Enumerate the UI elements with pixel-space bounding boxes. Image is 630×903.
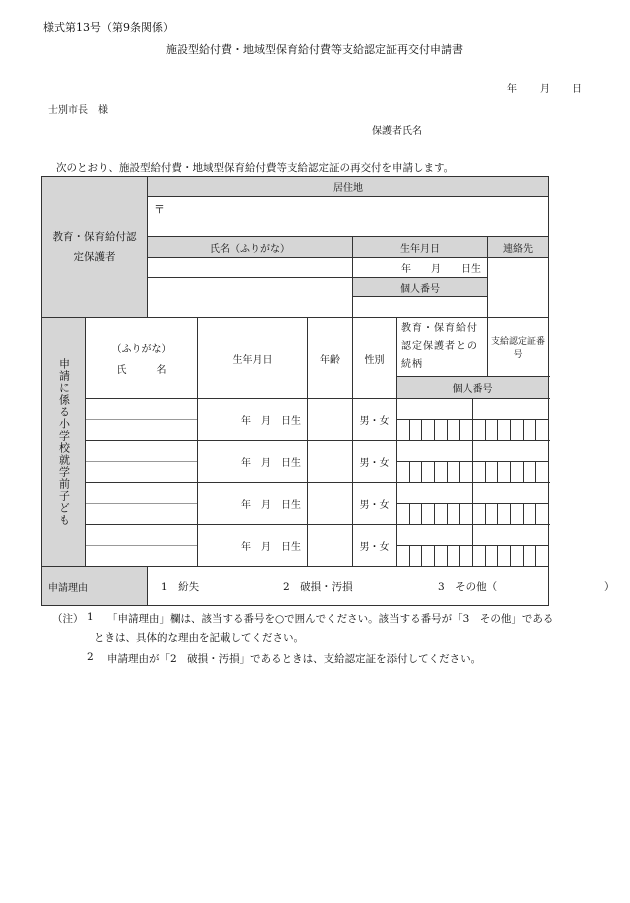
child-name-field[interactable] [86, 441, 198, 483]
address-header: 居住地 [148, 177, 549, 197]
reason-option-lost[interactable]: 1 紛失 [161, 581, 200, 593]
guardian-birth-header: 生年月日 [353, 237, 488, 258]
child-detail-field[interactable] [397, 399, 549, 441]
child-relation-header: 教育・保育給付認定保護者との続柄 [397, 318, 488, 377]
form-number: 様式第13号（第9条関係） [43, 21, 174, 34]
reason-option-other[interactable]: 3 その他（ [438, 581, 498, 593]
child-sex-value[interactable]: 男・女 [353, 399, 397, 441]
application-form-table [41, 176, 615, 606]
date-year: 年 [507, 84, 517, 95]
child-birth-value: 年 月 日生 [198, 399, 308, 441]
child-row [42, 525, 549, 567]
note-number: 1 [87, 611, 94, 623]
child-sex-value[interactable]: 男・女 [353, 483, 397, 525]
guardian-contact-field[interactable] [488, 258, 549, 318]
guardian-birth-value: 年 月 日生 [353, 258, 488, 278]
note-2-line-1: 申請理由が「2 破損・汚損」であるときは、支給認定証を添付してください。 [107, 653, 482, 665]
form-title: 施設型給付費・地域型保育給付費等支給認定証再交付申請書 [166, 43, 463, 56]
postal-mark: 〒 [154, 203, 165, 216]
guardian-contact-header: 連絡先 [488, 237, 549, 258]
addressee: 士別市長 様 [48, 105, 108, 116]
child-name-header [86, 318, 198, 399]
child-birth-value: 年 月 日生 [198, 441, 308, 483]
reason-label: 申請理由 [42, 567, 148, 606]
child-age-header: 年齢 [308, 318, 353, 399]
reason-options [148, 567, 615, 606]
child-row [42, 441, 549, 483]
child-age-field[interactable] [308, 525, 353, 567]
guardian-name-field[interactable] [148, 278, 353, 318]
children-section-label: 申請に係る小学校就学前子ども [42, 318, 86, 567]
child-detail-field[interactable] [397, 441, 549, 483]
child-sex-value[interactable]: 男・女 [353, 525, 397, 567]
child-age-field[interactable] [308, 399, 353, 441]
reason-option-damaged[interactable]: 2 破損・汚損 [283, 581, 353, 593]
child-sex-value[interactable]: 男・女 [353, 441, 397, 483]
note-1-line-2: ときは、具体的な理由を記載してください。 [94, 632, 304, 644]
child-birth-value: 年 月 日生 [198, 483, 308, 525]
note-number: 2 [87, 651, 94, 663]
guardian-name-header: 氏名（ふりがな） [148, 237, 353, 258]
notes-prefix: （注） [52, 613, 84, 625]
child-sex-header: 性別 [353, 318, 397, 399]
reason-close-paren: ） [604, 581, 615, 593]
child-detail-field[interactable] [397, 483, 549, 525]
child-name-field[interactable] [86, 525, 198, 567]
guardian-my-number-field[interactable] [353, 297, 488, 318]
child-age-field[interactable] [308, 441, 353, 483]
child-birth-value: 年 月 日生 [198, 525, 308, 567]
child-name-field[interactable] [86, 483, 198, 525]
address-field[interactable] [148, 197, 549, 237]
guardian-furigana-field[interactable] [148, 258, 353, 278]
date-day: 日 [572, 84, 582, 95]
guardian-section-label: 教育・保育給付認定保護者 [42, 177, 148, 318]
child-furigana-header: （ふりがな） [111, 344, 172, 355]
intro-text: 次のとおり、施設型給付費・地域型保育給付費等支給認定証の再交付を申請します。 [56, 162, 455, 174]
child-name-label: 氏 名 [116, 365, 167, 376]
guardian-name-label: 保護者氏名 [372, 126, 422, 137]
child-cert-number-header: 支給認定証番号 [488, 318, 549, 377]
child-row [42, 483, 549, 525]
child-row [42, 399, 549, 441]
note-1-line-1: 「申請理由」欄は、該当する番号を○で囲んでください。該当する番号が「3 その他」である [107, 613, 554, 625]
child-detail-field[interactable] [397, 525, 549, 567]
child-name-field[interactable] [86, 399, 198, 441]
date-month: 月 [540, 84, 550, 95]
guardian-my-number-header: 個人番号 [353, 278, 488, 297]
child-my-number-header: 個人番号 [397, 377, 549, 399]
child-birth-header: 生年月日 [198, 318, 308, 399]
child-age-field[interactable] [308, 483, 353, 525]
